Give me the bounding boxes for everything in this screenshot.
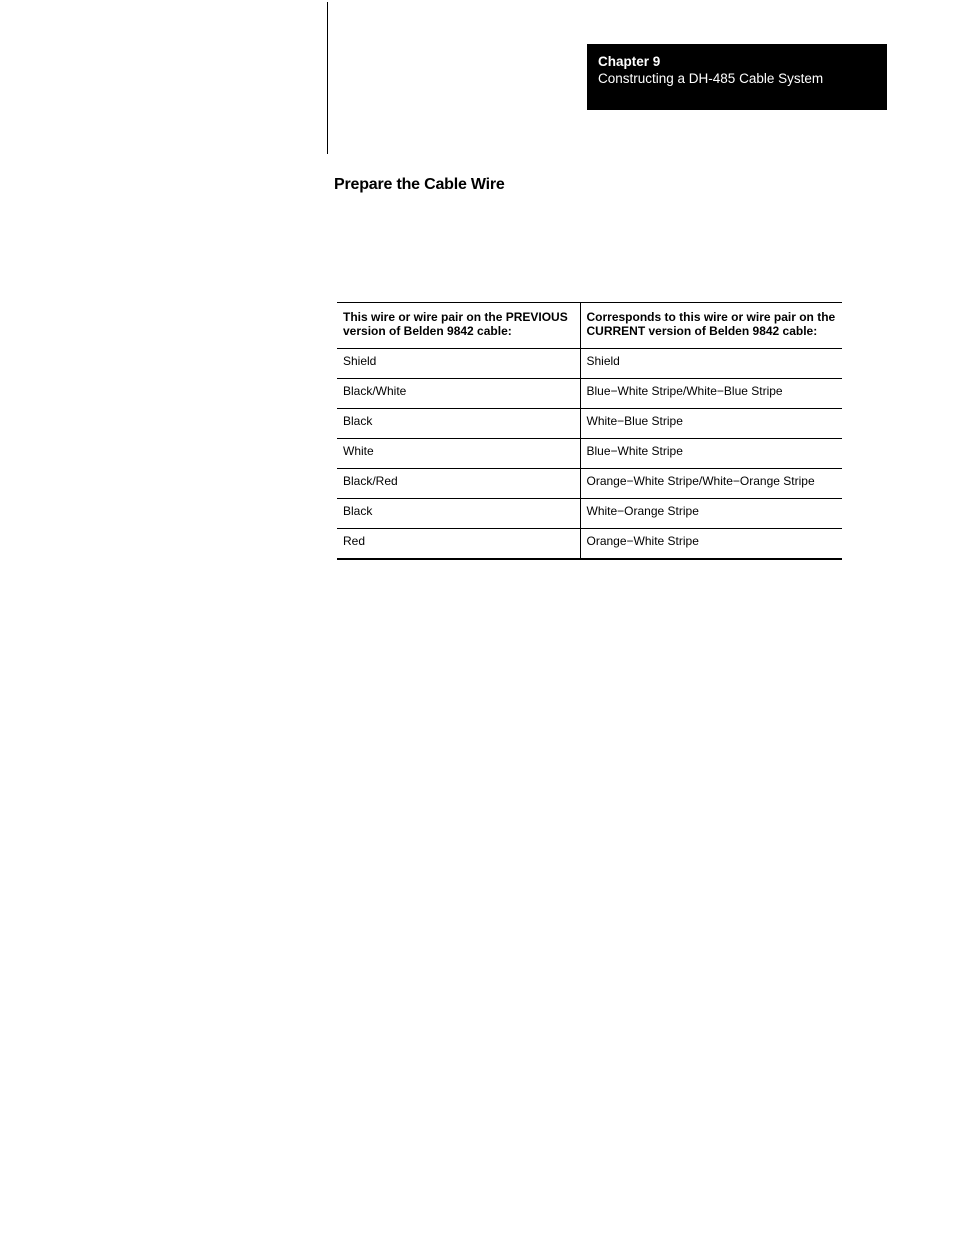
header-current-cable: Corresponds to this wire or wire pair on the CURRENT version of Belden 9842 cable: bbox=[580, 303, 842, 349]
previous-wire-cell: Black bbox=[337, 409, 580, 439]
table-row bbox=[337, 529, 842, 559]
current-wire-cell: White−Orange Stripe bbox=[580, 499, 842, 529]
previous-wire-cell: Shield bbox=[337, 349, 580, 379]
current-wire-cell: White−Blue Stripe bbox=[580, 409, 842, 439]
table-row bbox=[337, 379, 842, 409]
previous-wire-cell: Red bbox=[337, 529, 580, 559]
table-row bbox=[337, 439, 842, 469]
chapter-title: Constructing a DH-485 Cable System bbox=[598, 71, 824, 86]
current-wire-cell: Blue−White Stripe/White−Blue Stripe bbox=[580, 379, 842, 409]
current-wire-cell: Shield bbox=[580, 349, 842, 379]
current-wire-cell: Blue−White Stripe bbox=[580, 439, 842, 469]
chapter-header-box bbox=[587, 44, 887, 110]
table-row bbox=[337, 469, 842, 499]
wire-correspondence-table bbox=[337, 302, 842, 560]
current-wire-cell: Orange−White Stripe bbox=[580, 529, 842, 559]
previous-wire-cell: White bbox=[337, 439, 580, 469]
table-row bbox=[337, 349, 842, 379]
chapter-number: Chapter 9 bbox=[598, 54, 661, 69]
previous-wire-cell: Black/White bbox=[337, 379, 580, 409]
margin-rule bbox=[327, 2, 328, 154]
table-row bbox=[337, 409, 842, 439]
section-heading: Prepare the Cable Wire bbox=[334, 176, 505, 193]
previous-wire-cell: Black bbox=[337, 499, 580, 529]
header-previous-cable: This wire or wire pair on the PREVIOUS version of Belden 9842 cable: bbox=[337, 303, 580, 349]
previous-wire-cell: Black/Red bbox=[337, 469, 580, 499]
table-header-row bbox=[337, 303, 842, 349]
current-wire-cell: Orange−White Stripe/White−Orange Stripe bbox=[580, 469, 842, 499]
table-row bbox=[337, 499, 842, 529]
